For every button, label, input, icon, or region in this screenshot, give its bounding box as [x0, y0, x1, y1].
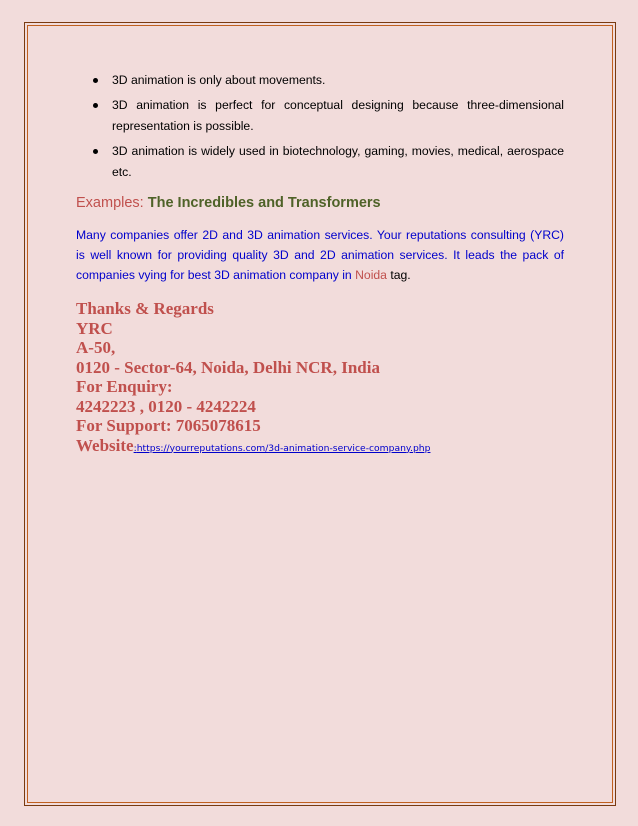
examples-label: Examples: [76, 195, 148, 211]
address-line-2: 0120 - Sector-64, Noida, Delhi NCR, India [76, 357, 380, 377]
address-line-1: A-50, [76, 338, 116, 357]
support-line: For Support: 7065078615 [76, 416, 261, 435]
company-name: YRC [76, 318, 113, 338]
description-paragraph [76, 225, 564, 285]
bullet-item [76, 141, 564, 183]
paragraph-tail: tag. [386, 268, 411, 282]
bullet-text: 3D animation is perfect for conceptual designing because three-dimensional representation is possible. [112, 98, 564, 133]
paragraph-highlight: Noida [355, 268, 387, 282]
enquiry-numbers: 4242223 , 0120 - 4242224 [76, 396, 256, 416]
paragraph-text: Many companies offer 2D and 3D animation services. Your reputations consulting (YRC) is well known for providing quality 3D and 2D animation services. It leads the pack of companies vying for best 3D animation company in [76, 228, 564, 282]
bullet-item [76, 70, 564, 91]
bullet-icon [93, 149, 98, 154]
website-link[interactable]: https://yourreputations.com/3d-animation-service-company.php [136, 442, 431, 454]
examples-line [76, 193, 564, 213]
enquiry-label: For Enquiry: [76, 377, 173, 396]
bullet-text: 3D animation is widely used in biotechnology, gaming, movies, medical, aerospace etc. [112, 144, 564, 179]
website-line [76, 436, 564, 459]
contact-block [76, 299, 564, 458]
bullet-icon [93, 78, 98, 83]
regards-line: Thanks & Regards [76, 299, 214, 318]
bullet-list [76, 70, 564, 183]
examples-value: The Incredibles and Transformers [147, 195, 381, 211]
bullet-text: 3D animation is only about movements. [112, 73, 326, 87]
document-content [76, 70, 564, 458]
website-colon: : [133, 442, 137, 454]
website-label: Website [76, 435, 134, 455]
bullet-icon [93, 103, 98, 108]
bullet-item [76, 95, 564, 137]
